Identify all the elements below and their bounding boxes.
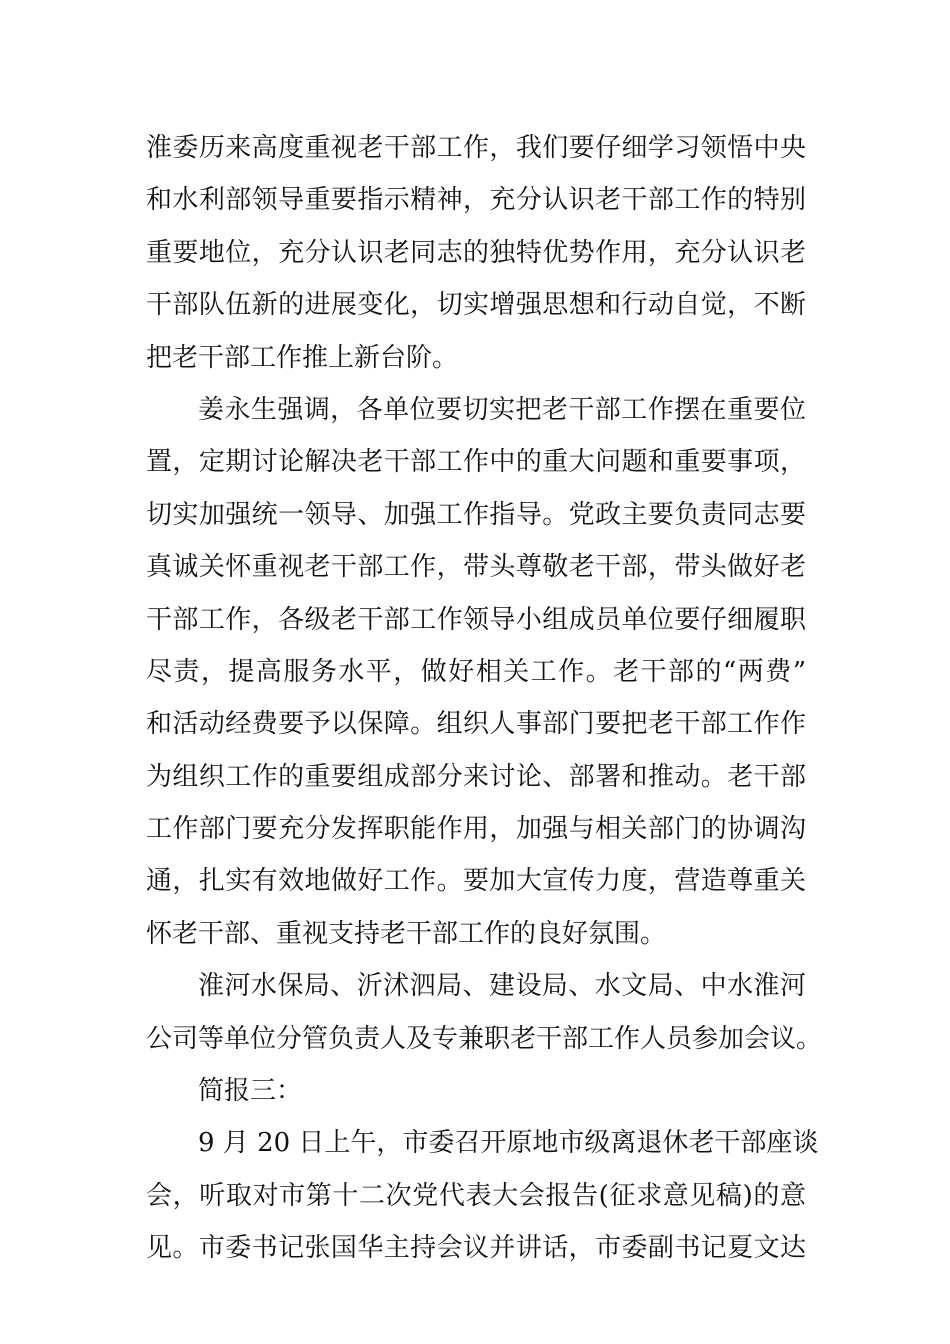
text-line: 淮委历来高度重视老干部工作，我们要仔细学习领悟中央: [146, 133, 806, 163]
text-line: 真诚关怀重视老干部工作，带头尊敬老干部，带头做好老: [146, 552, 806, 583]
text-line: 工作部门要充分发挥职能作用，加强与相关部门的协调沟: [146, 814, 806, 845]
text-line: 干部队伍新的进展变化，切实增强思想和行动自觉，不断: [146, 290, 806, 321]
text-line: 干部工作，各级老干部工作领导小组成员单位要仔细履职: [146, 604, 806, 635]
text-line: 通，扎实有效地做好工作。要加大宣传力度，营造尊重关: [146, 866, 806, 897]
text-line: 置，定期讨论解决老干部工作中的重大问题和重要事项，: [146, 447, 806, 478]
text-line: 和活动经费要予以保障。组织人事部门要把老干部工作作: [146, 709, 806, 740]
text-line: 切实加强统一领导、加强工作指导。党政主要负责同志要: [146, 499, 806, 530]
text-line: 9 月 20 日上午，市委召开原地市级离退休老干部座谈: [198, 1128, 819, 1159]
text-line: 重要地位，充分认识老同志的独特优势作用，充分认识老: [146, 237, 806, 268]
text-line: 淮河水保局、沂沭泗局、建设局、水文局、中水淮河: [198, 971, 806, 1002]
text-line: 和水利部领导重要指示精神，充分认识老干部工作的特别: [146, 185, 806, 216]
text-line: 尽责，提高服务水平，做好相关工作。老干部的“两费”: [146, 656, 806, 687]
text-line: 见。市委书记张国华主持会议并讲话，市委副书记夏文达: [146, 1233, 806, 1264]
section-heading: 简报三：: [198, 1076, 303, 1107]
text-line: 公司等单位分管负责人及专兼职老干部工作人员参加会议。: [146, 1023, 823, 1054]
text-line: 姜永生强调，各单位要切实把老干部工作摆在重要位: [198, 394, 806, 425]
text-line: 把老干部工作推上新台阶。: [146, 342, 459, 373]
document-body: [146, 122, 823, 1275]
text-line: 为组织工作的重要组成部分来讨论、部署和推动。老干部: [146, 761, 806, 792]
text-line: 怀老干部、重视支持老干部工作的良好氛围。: [146, 918, 667, 949]
text-line: 会，听取对市第十二次党代表大会报告(征求意见稿)的意: [146, 1180, 806, 1211]
